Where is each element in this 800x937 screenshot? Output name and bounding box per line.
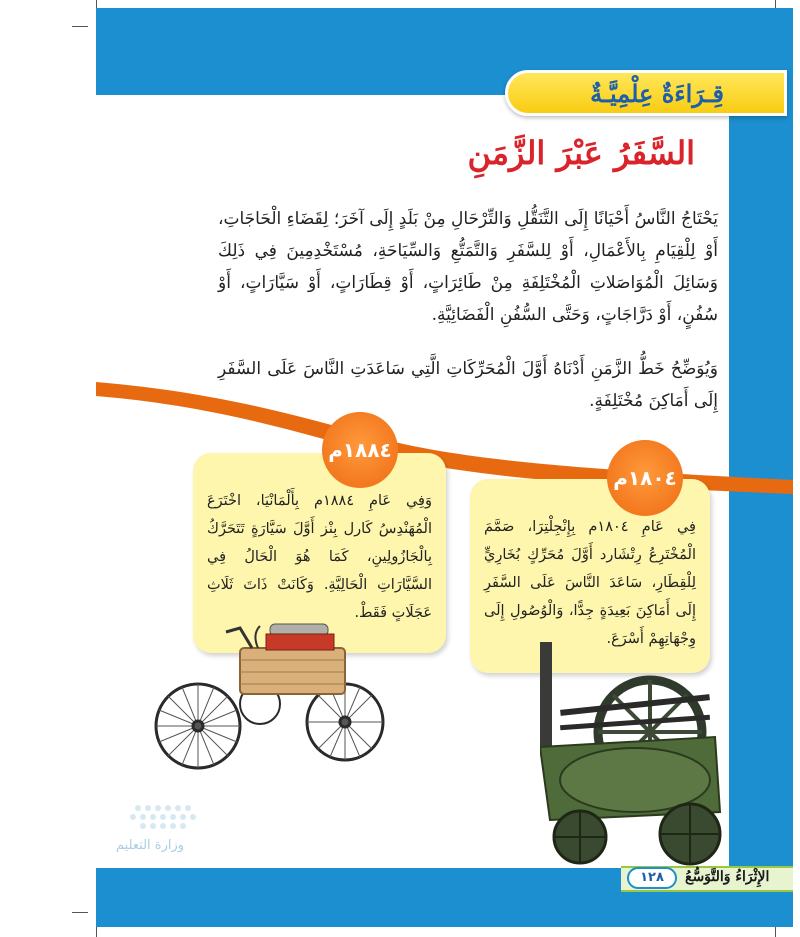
car-wheel-left xyxy=(156,684,240,768)
year-badge-1804: ١٨٠٤م xyxy=(607,440,683,516)
footer-label: الإِثْرَاءُ وَالتَّوَسُّعُ xyxy=(685,869,770,885)
steam-locomotive-image xyxy=(540,642,725,868)
benz-car-image xyxy=(140,614,388,774)
page-number: ١٢٨ xyxy=(627,867,677,889)
timeline-intro-paragraph: وَيُوَضِّحُ خَطُّ الزَّمَنِ أَدْنَاهُ أَوَّلَ الْمُحَرِّكَاتِ الَّتِي سَاعَدَتِ النَّاسَ عَلَى السَّفَرِ إِلَى أَمَاكِنَ مُخْتَلِفَةٍ. xyxy=(218,359,718,411)
crop-mark xyxy=(72,912,88,913)
year-badge-1884: ١٨٨٤م xyxy=(322,412,398,488)
watermark-text: وزارة التعليم xyxy=(116,838,185,853)
intro-paragraph: يَحْتَاجُ النَّاسُ أَحْيَانًا إِلَى التَّنَقُّلِ وَالتِّرْحَالِ مِنْ بَلَدٍ إِلَى آخَرَ؛ لِقَضَاءِ الْحَاجَاتِ، أَوْ لِلْقِيَامِ بِالأَعْمَالِ، أَوْ لِلسَّفَرِ وَالتَّمَتُّعِ وَالسِّيَاحَةِ، مُسْتَخْدِمِينَ فِي ذَلِكَ وَسَائِلَ الْمُوَاصَلاتِ الْمُخْتَلِفَةِ مِنْ طَائِرَاتٍ، أَوْ قِطَارَاتٍ، أَوْ سَيَّارَاتٍ، أَوْ سُفُنٍ، أَوْ دَرَّاجَاتٍ، وَحَتَّى السُّفُنِ الْفَضَائِيَّةِ. xyxy=(218,209,718,325)
page-title: السَّفَرُ عَبْرَ الزَّمَنِ xyxy=(467,134,695,172)
card-text-1804: فِي عَامِ ١٨٠٤م بِإِنْجِلْتِرَا، صَمَّمَ الْمُخْتَرِعُ رِتْشَارد أَوَّلَ مُحَرِّكٍ بُخَارِيٍّ لِلْقِطَارِ، سَاعَدَ النَّاسَ عَلَى السَّفَرِ إِلَى أَمَاكِنَ بَعِيدَةٍ جِدًّا، وَالْوُصُولِ إِلَى وِجْهَاتِهِمْ أَسْرَعَ. xyxy=(484,519,696,647)
car-wheel-right xyxy=(307,684,383,760)
section-label: قِـرَاءَةٌ عِلْمِيَّـةٌ xyxy=(590,78,724,108)
crop-mark xyxy=(72,26,88,27)
card-text-1884: وَفِي عَامِ ١٨٨٤م بِأَلْمَانْيَا، اخْتَرَعَ الْمُهَنْدِسُ كَارل بِنْز أَوَّلَ سَيَّارَةٍ تَتَحَرَّكُ بِالْجَازُولِينِ، كَمَا هُوَ الْحَالُ فِي السَّيَّارَاتِ الْحَالِيَّةِ. وَكَانَتْ ذَاتَ ثَلَاثِ عَجَلَاتٍ فَقَطْ. xyxy=(207,493,432,621)
section-tab xyxy=(505,70,787,116)
